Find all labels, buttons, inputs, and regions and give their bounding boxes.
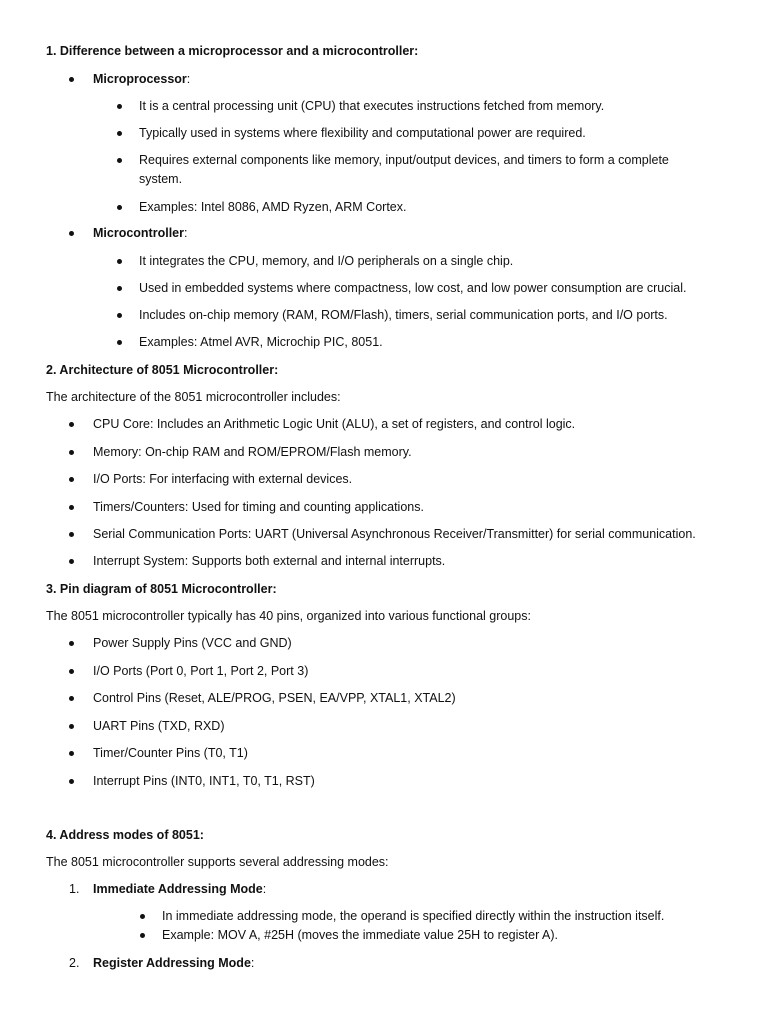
bullet: [69, 559, 74, 564]
list-number: 1.: [69, 882, 80, 896]
bullet: [117, 286, 122, 291]
section-2-intro: The architecture of the 8051 microcontroller includes:: [46, 390, 341, 404]
bullet: [140, 933, 145, 938]
bullet: [117, 158, 122, 163]
list-item: Memory: On-chip RAM and ROM/EPROM/Flash memory.: [93, 445, 412, 459]
list-item: Timer/Counter Pins (T0, T1): [93, 746, 248, 760]
bullet: [140, 914, 145, 919]
list-item: Typically used in systems where flexibility and computational power are required.: [139, 126, 586, 140]
list-item: It is a central processing unit (CPU) that executes instructions fetched from memory.: [139, 99, 605, 113]
list-item-continued: system.: [139, 172, 183, 186]
list-item: It integrates the CPU, memory, and I/O peripherals on a single chip.: [139, 254, 514, 268]
bullet: [117, 340, 122, 345]
bullet: [117, 205, 122, 210]
bullet: [117, 313, 122, 318]
list-item: Examples: Intel 8086, AMD Ryzen, ARM Cortex.: [139, 200, 407, 214]
register-mode-label: Register Addressing Mode:: [93, 956, 255, 970]
bullet: [69, 751, 74, 756]
list-item: CPU Core: Includes an Arithmetic Logic Unit (ALU), a set of registers, and control logic.: [93, 417, 576, 431]
bullet: [117, 131, 122, 136]
section-3-intro: The 8051 microcontroller typically has 40 pins, organized into various functional groups:: [46, 609, 531, 623]
section-1-heading: 1. Difference between a microprocessor and a microcontroller:: [46, 44, 419, 58]
section-2-heading: 2. Architecture of 8051 Microcontroller:: [46, 363, 279, 377]
bullet: [117, 259, 122, 264]
list-item: Examples: Atmel AVR, Microchip PIC, 8051.: [139, 335, 383, 349]
bullet: [69, 505, 74, 510]
list-item: Example: MOV A, #25H (moves the immediate value 25H to register A).: [162, 928, 559, 942]
bullet: [69, 641, 74, 646]
list-item: Power Supply Pins (VCC and GND): [93, 636, 292, 650]
list-item: Used in embedded systems where compactness, low cost, and low power consumption are crucial.: [139, 281, 687, 295]
immediate-mode-label: Immediate Addressing Mode:: [93, 882, 267, 896]
list-item: Timers/Counters: Used for timing and counting applications.: [93, 500, 424, 514]
list-item: Interrupt Pins (INT0, INT1, T0, T1, RST): [93, 774, 315, 788]
bullet: [69, 779, 74, 784]
list-item: Includes on-chip memory (RAM, ROM/Flash), timers, serial communication ports, and I/O ports.: [139, 308, 668, 322]
bullet: [69, 450, 74, 455]
section-4-heading: 4. Address modes of 8051:: [46, 828, 204, 842]
list-item: Serial Communication Ports: UART (Universal Asynchronous Receiver/Transmitter) for serial communication.: [93, 527, 696, 541]
bullet: [69, 77, 74, 82]
bullet: [69, 669, 74, 674]
bullet: [117, 104, 122, 109]
list-item: I/O Ports (Port 0, Port 1, Port 2, Port 3): [93, 664, 309, 678]
bullet: [69, 422, 74, 427]
bullet: [69, 696, 74, 701]
list-item: Requires external components like memory, input/output devices, and timers to form a complete: [139, 153, 669, 167]
list-item: UART Pins (TXD, RXD): [93, 719, 225, 733]
list-item: I/O Ports: For interfacing with external devices.: [93, 472, 353, 486]
microcontroller-label: Microcontroller:: [93, 226, 188, 240]
bullet: [69, 724, 74, 729]
list-item: Interrupt System: Supports both external and internal interrupts.: [93, 554, 446, 568]
bullet: [69, 477, 74, 482]
bullet: [69, 231, 74, 236]
list-item: In immediate addressing mode, the operand is specified directly within the instruction itself.: [162, 909, 665, 923]
section-4-intro: The 8051 microcontroller supports several addressing modes:: [46, 855, 389, 869]
bullet: [69, 532, 74, 537]
section-3-heading: 3. Pin diagram of 8051 Microcontroller:: [46, 582, 277, 596]
list-number: 2.: [69, 956, 80, 970]
microprocessor-label: Microprocessor:: [93, 72, 191, 86]
list-item: Control Pins (Reset, ALE/PROG, PSEN, EA/VPP, XTAL1, XTAL2): [93, 691, 456, 705]
